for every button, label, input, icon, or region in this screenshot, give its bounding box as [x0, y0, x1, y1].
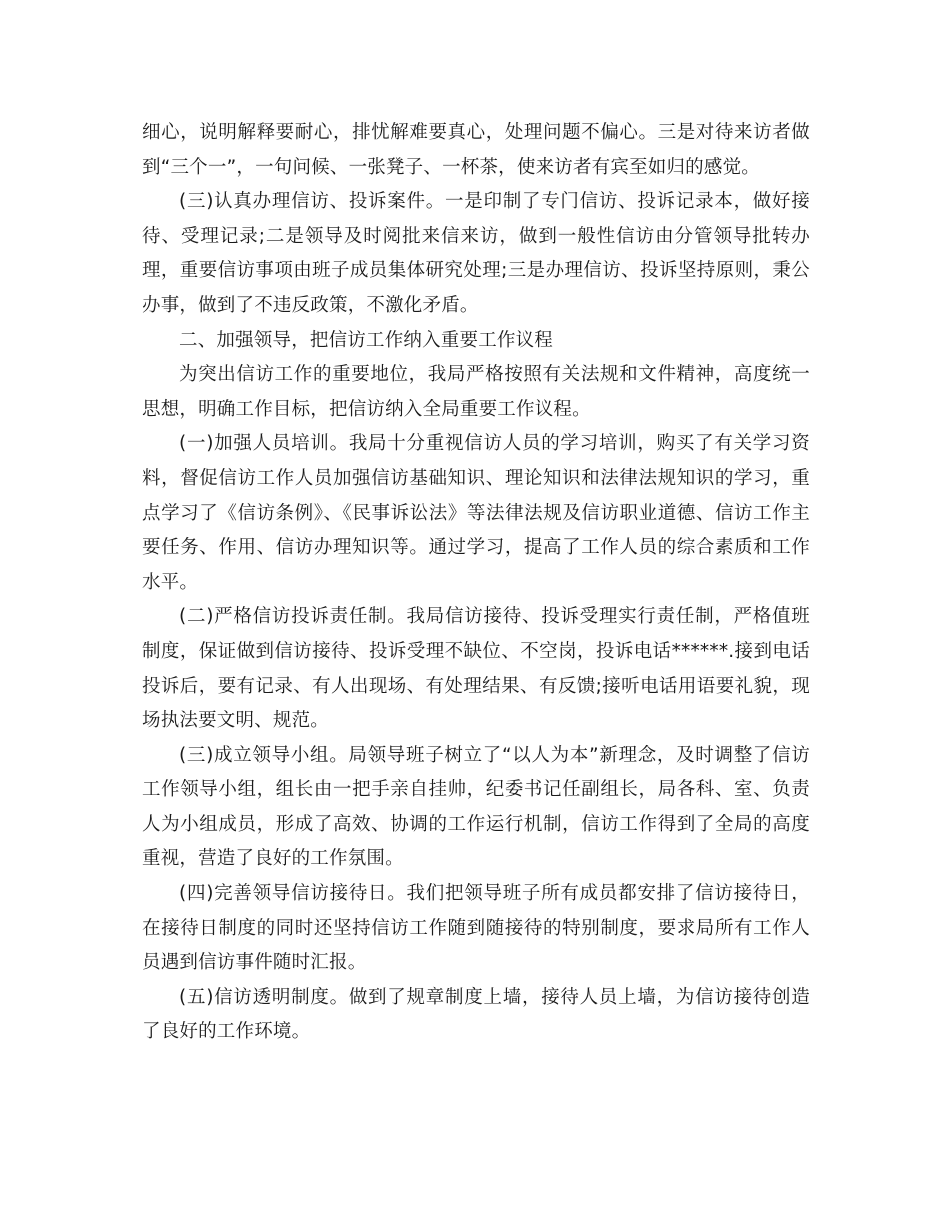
paragraph-8: (四)完善领导信访接待日。我们把领导班子所有成员都安排了信访接待日，在接待日制度的同时还坚持信访工作随到随接待的特别制度，要求局所有工作人员遇到信访事件随时汇报。: [142, 883, 810, 974]
paragraph-6: (二)严格信访投诉责任制。我局信访接待、投诉受理实行责任制，严格值班制度，保证做到信访接待、投诉受理不缺位、不空岗，投诉电话******.接到电话投诉后，要有记录、有人出现场、有处理结果、有反馈;接听电话用语要礼貌，现场执法要文明、规范。: [142, 606, 810, 732]
paragraph-7: (三)成立领导小组。局领导班子树立了“以人为本”新理念，及时调整了信访工作领导小组，组长由一把手亲自挂帅，纪委书记任副组长，局各科、室、负责人为小组成员，形成了高效、协调的工作运行机制，信访工作得到了全局的高度重视，营造了良好的工作氛围。: [142, 744, 810, 870]
paragraph-5: (一)加强人员培训。我局十分重视信访人员的学习培训，购买了有关学习资料，督促信访工作人员加强信访基础知识、理论知识和法律法规知识的学习，重点学习了《信访条例》、《民事诉讼法》等法律法规及信访职业道德、信访工作主要任务、作用、信访办理知识等。通过学习，提高了工作人员的综合素质和工作水平。: [142, 433, 810, 593]
section-heading-2: 二、加强领导，把信访工作纳入重要工作议程: [179, 329, 554, 351]
paragraph-2: (三)认真办理信访、投诉案件。一是印制了专门信访、投诉记录本，做好接待、受理记录;二是领导及时阅批来信来访，做到一般性信访由分管领导批转办理，重要信访事项由班子成员集体研究处理;三是办理信访、投诉坚持原则，秉公办事，做到了不违反政策，不激化矛盾。: [142, 191, 810, 316]
paragraph-1: 细心，说明解释要耐心，排忧解难要真心，处理问题不偏心。三是对待来访者做到“三个一”，一句问候、一张凳子、一杯茶，使来访者有宾至如归的感觉。: [142, 122, 810, 178]
paragraph-9: (五)信访透明制度。做到了规章制度上墙，接待人员上墙，为信访接待创造了良好的工作环境。: [142, 986, 810, 1043]
document-body: [142, 116, 810, 1050]
paragraph-4: 为突出信访工作的重要地位，我局严格按照有关法规和文件精神，高度统一思想，明确工作目标，把信访纳入全局重要工作议程。: [142, 364, 810, 420]
